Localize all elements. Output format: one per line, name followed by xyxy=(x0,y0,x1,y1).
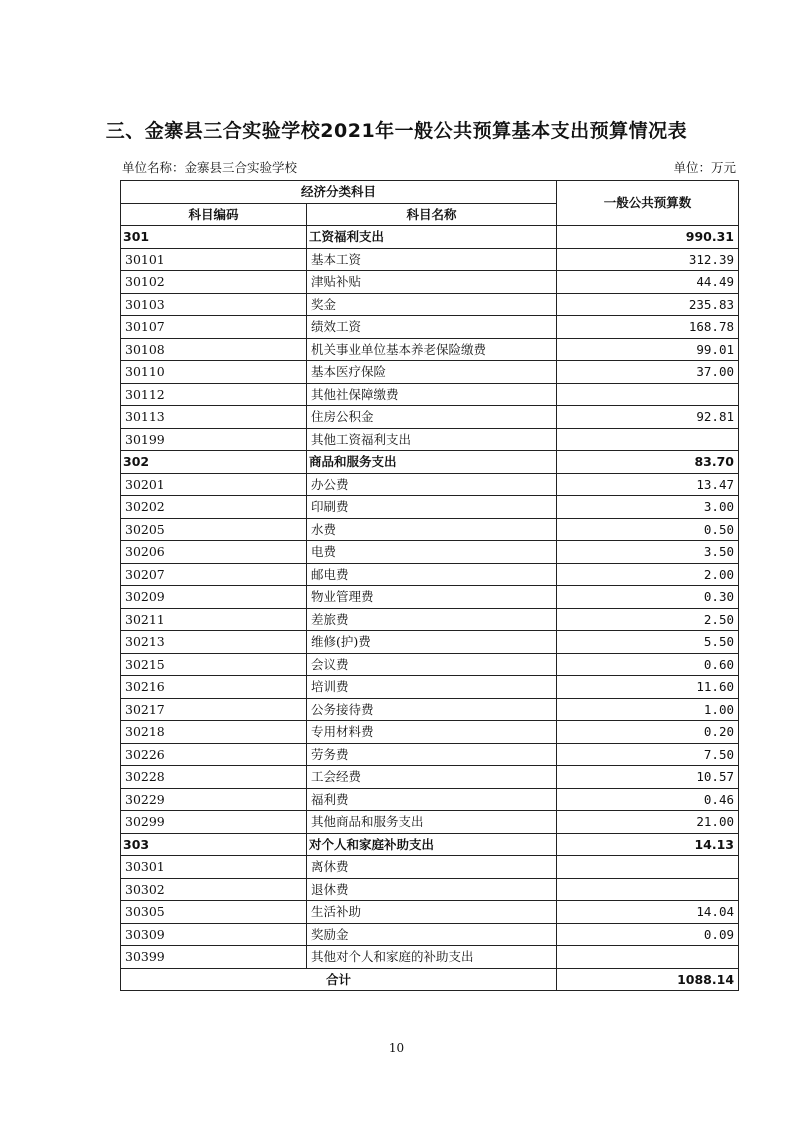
table-row xyxy=(121,271,739,294)
table-row xyxy=(121,563,739,586)
table-row xyxy=(121,383,739,406)
group-name: 商品和服务支出 xyxy=(307,451,557,474)
group-amount: 14.13 xyxy=(557,833,739,856)
item-code: 30302 xyxy=(121,878,307,901)
item-name: 其他商品和服务支出 xyxy=(307,811,557,834)
table-row xyxy=(121,248,739,271)
table-row xyxy=(121,316,739,339)
item-amount xyxy=(557,946,739,969)
item-code: 30229 xyxy=(121,788,307,811)
item-amount: 312.39 xyxy=(557,248,739,271)
total-amount: 1088.14 xyxy=(557,968,739,991)
table-row xyxy=(121,721,739,744)
budget-table xyxy=(120,180,739,991)
item-name: 邮电费 xyxy=(307,563,557,586)
unit-label: 单位：万元 xyxy=(673,160,736,175)
item-amount: 44.49 xyxy=(557,271,739,294)
item-code: 30102 xyxy=(121,271,307,294)
item-code: 30201 xyxy=(121,473,307,496)
item-code: 30113 xyxy=(121,406,307,429)
item-amount: 11.60 xyxy=(557,676,739,699)
item-amount: 14.04 xyxy=(557,901,739,924)
item-name: 生活补助 xyxy=(307,901,557,924)
item-name: 离休费 xyxy=(307,856,557,879)
page-title: 三、金寨县三合实验学校2021年一般公共预算基本支出预算情况表 xyxy=(105,120,688,142)
item-name: 公务接待费 xyxy=(307,698,557,721)
table-row xyxy=(121,676,739,699)
item-amount: 2.50 xyxy=(557,608,739,631)
item-name: 维修(护)费 xyxy=(307,631,557,654)
item-amount: 0.20 xyxy=(557,721,739,744)
table-row xyxy=(121,698,739,721)
item-amount: 0.09 xyxy=(557,923,739,946)
item-amount: 0.50 xyxy=(557,518,739,541)
item-code: 30205 xyxy=(121,518,307,541)
table-row xyxy=(121,811,739,834)
item-name: 其他社保障缴费 xyxy=(307,383,557,406)
item-name: 会议费 xyxy=(307,653,557,676)
table-row xyxy=(121,653,739,676)
table-row xyxy=(121,496,739,519)
item-code: 30112 xyxy=(121,383,307,406)
item-code: 30209 xyxy=(121,586,307,609)
item-amount: 0.60 xyxy=(557,653,739,676)
item-amount: 13.47 xyxy=(557,473,739,496)
table-row xyxy=(121,428,739,451)
group-code: 302 xyxy=(121,451,307,474)
group-code: 301 xyxy=(121,226,307,249)
item-name: 差旅费 xyxy=(307,608,557,631)
table-row xyxy=(121,743,739,766)
item-name: 电费 xyxy=(307,541,557,564)
item-name: 住房公积金 xyxy=(307,406,557,429)
group-row xyxy=(121,451,739,474)
item-amount: 5.50 xyxy=(557,631,739,654)
table-row xyxy=(121,788,739,811)
economic-category-header: 经济分类科目 xyxy=(121,181,557,204)
item-amount xyxy=(557,878,739,901)
amount-header: 一般公共预算数 xyxy=(557,181,739,226)
table-row xyxy=(121,631,739,654)
group-row xyxy=(121,226,739,249)
item-amount: 7.50 xyxy=(557,743,739,766)
item-amount: 3.00 xyxy=(557,496,739,519)
item-name: 其他工资福利支出 xyxy=(307,428,557,451)
item-amount xyxy=(557,428,739,451)
item-name: 物业管理费 xyxy=(307,586,557,609)
item-name: 其他对个人和家庭的补助支出 xyxy=(307,946,557,969)
item-name: 奖励金 xyxy=(307,923,557,946)
item-code: 30207 xyxy=(121,563,307,586)
item-code: 30305 xyxy=(121,901,307,924)
table-row xyxy=(121,473,739,496)
item-name: 绩效工资 xyxy=(307,316,557,339)
table-row xyxy=(121,518,739,541)
unit-name-label: 单位名称：金寨县三合实验学校 xyxy=(122,160,298,175)
item-name: 基本医疗保险 xyxy=(307,361,557,384)
item-name: 奖金 xyxy=(307,293,557,316)
table-body xyxy=(121,226,739,991)
header-row-top xyxy=(121,181,739,204)
item-name: 专用材料费 xyxy=(307,721,557,744)
group-name: 对个人和家庭补助支出 xyxy=(307,833,557,856)
table-row xyxy=(121,946,739,969)
item-amount: 37.00 xyxy=(557,361,739,384)
item-name: 水费 xyxy=(307,518,557,541)
item-code: 30228 xyxy=(121,766,307,789)
item-code: 30216 xyxy=(121,676,307,699)
group-name: 工资福利支出 xyxy=(307,226,557,249)
item-amount: 1.00 xyxy=(557,698,739,721)
table-row xyxy=(121,361,739,384)
item-code: 30309 xyxy=(121,923,307,946)
item-code: 30211 xyxy=(121,608,307,631)
item-code: 30218 xyxy=(121,721,307,744)
item-name: 办公费 xyxy=(307,473,557,496)
item-name: 津贴补贴 xyxy=(307,271,557,294)
group-amount: 990.31 xyxy=(557,226,739,249)
item-name: 印刷费 xyxy=(307,496,557,519)
item-code: 30213 xyxy=(121,631,307,654)
item-amount: 10.57 xyxy=(557,766,739,789)
item-amount: 99.01 xyxy=(557,338,739,361)
item-amount: 3.50 xyxy=(557,541,739,564)
item-amount: 92.81 xyxy=(557,406,739,429)
table-row xyxy=(121,856,739,879)
table-row xyxy=(121,923,739,946)
item-code: 30215 xyxy=(121,653,307,676)
group-code: 303 xyxy=(121,833,307,856)
item-code: 30299 xyxy=(121,811,307,834)
item-name: 退休费 xyxy=(307,878,557,901)
table-row xyxy=(121,406,739,429)
item-code: 30399 xyxy=(121,946,307,969)
group-amount: 83.70 xyxy=(557,451,739,474)
item-code: 30110 xyxy=(121,361,307,384)
table-row xyxy=(121,293,739,316)
table-row xyxy=(121,608,739,631)
item-name: 劳务费 xyxy=(307,743,557,766)
item-code: 30107 xyxy=(121,316,307,339)
item-name: 福利费 xyxy=(307,788,557,811)
item-amount: 21.00 xyxy=(557,811,739,834)
item-amount: 168.78 xyxy=(557,316,739,339)
item-code: 30206 xyxy=(121,541,307,564)
item-code: 30103 xyxy=(121,293,307,316)
item-name: 工会经费 xyxy=(307,766,557,789)
item-name: 基本工资 xyxy=(307,248,557,271)
table-row xyxy=(121,766,739,789)
item-code: 30108 xyxy=(121,338,307,361)
item-code: 30101 xyxy=(121,248,307,271)
item-name: 机关事业单位基本养老保险缴费 xyxy=(307,338,557,361)
item-amount xyxy=(557,856,739,879)
item-amount: 0.30 xyxy=(557,586,739,609)
item-code: 30202 xyxy=(121,496,307,519)
table-row xyxy=(121,541,739,564)
item-code: 30226 xyxy=(121,743,307,766)
table-row xyxy=(121,878,739,901)
item-amount: 235.83 xyxy=(557,293,739,316)
item-amount: 2.00 xyxy=(557,563,739,586)
item-code: 30217 xyxy=(121,698,307,721)
item-amount: 0.46 xyxy=(557,788,739,811)
total-row xyxy=(121,968,739,991)
item-name: 培训费 xyxy=(307,676,557,699)
group-row xyxy=(121,833,739,856)
item-amount xyxy=(557,383,739,406)
table-row xyxy=(121,901,739,924)
code-header: 科目编码 xyxy=(121,203,307,226)
page-number: 10 xyxy=(388,1041,405,1055)
table-row xyxy=(121,586,739,609)
name-header: 科目名称 xyxy=(307,203,557,226)
item-code: 30199 xyxy=(121,428,307,451)
item-code: 30301 xyxy=(121,856,307,879)
table-row xyxy=(121,338,739,361)
total-label: 合计 xyxy=(121,968,557,991)
